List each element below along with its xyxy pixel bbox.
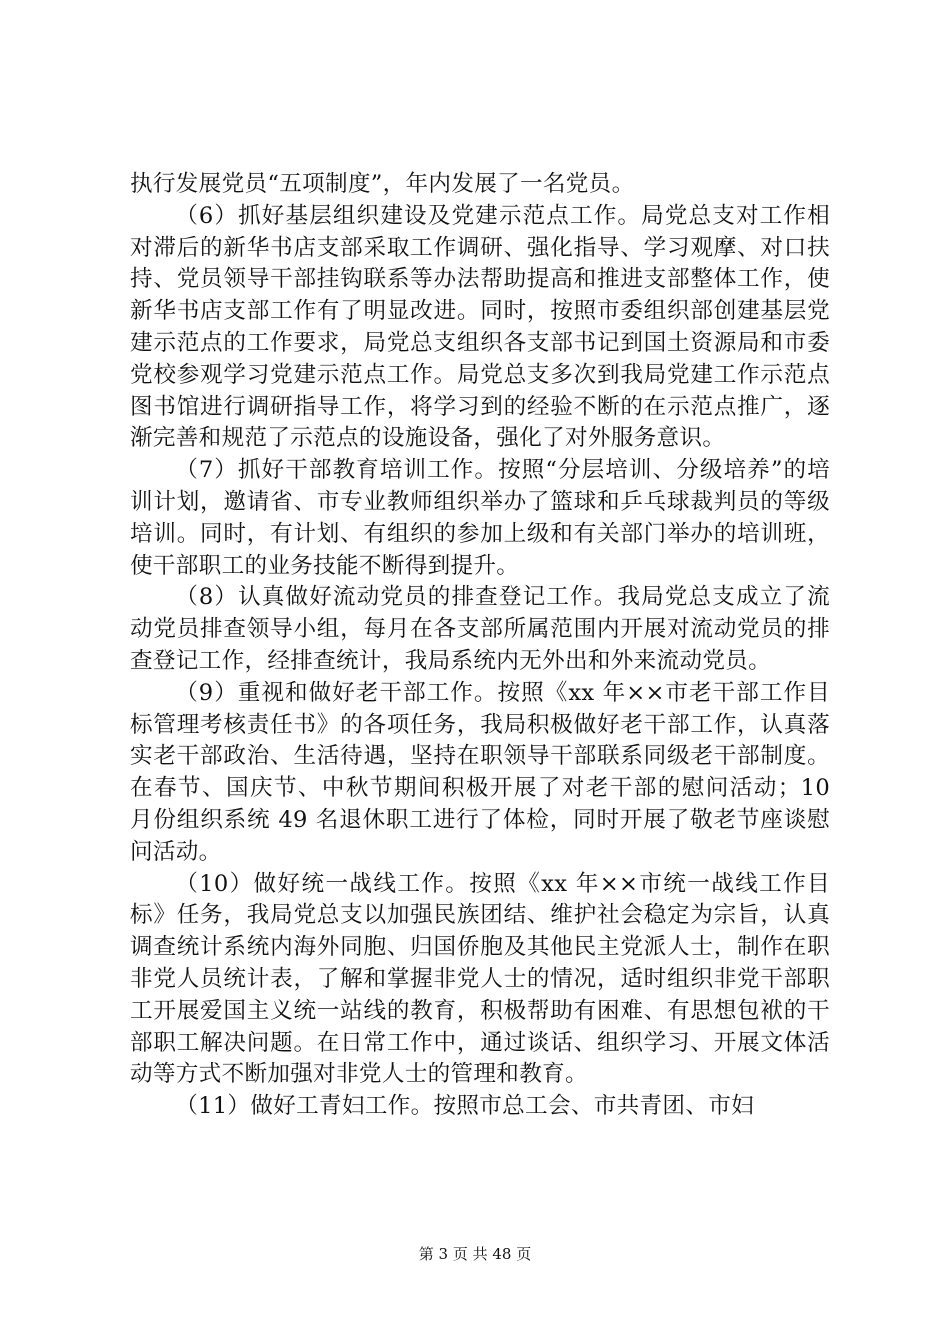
- paragraph-item-8: （8）认真做好流动党员的排查登记工作。我局党总支成立了流动党员排查领导小组，每月在各支部所属范围内开展对流动党员的排查登记工作，经排查统计，我局系统内无外出和外来流动党员。: [130, 584, 830, 674]
- paragraph-item-11: （11）做好工青妇工作。按照市总工会、市共青团、市妇: [175, 1093, 754, 1120]
- paragraph-item-7: （7）抓好干部教育培训工作。按照“分层培训、分级培养”的培训计划，邀请省、市专业教师组织举办了篮球和乒乓球裁判员的等级培训。同时，有计划、有组织的参加上级和有关部门举办的培训班，使干部职工的业务技能不断得到提升。: [130, 457, 830, 579]
- paragraph-item-10: （10）做好统一战线工作。按照《xx 年××市统一战线工作目标》任务，我局党总支以加强民族团结、维护社会稳定为宗旨，认真调查统计系统内海外同胞、归国侨胞及其他民主党派人士，制作在职非党人员统计表，了解和掌握非党人士的情况，适时组织非党干部职工开展爱国主义统一站线的教育，积极帮助有困难、有思想包袱的干部职工解决问题。在日常工作中，通过谈话、组织学习、开展文体活动等方式不断加强对非党人士的管理和教育。: [130, 870, 830, 1088]
- document-body: [130, 169, 830, 1123]
- paragraph-item-6: （6）抓好基层组织建设及党建示范点工作。局党总支对工作相对滞后的新华书店支部采取工作调研、强化指导、学习观摩、对口扶持、党员领导干部挂钩联系等办法帮助提高和推进支部整体工作，使新华书店支部工作有了明显改进。同时，按照市委组织部创建基层党建示范点的工作要求，局党总支组织各支部书记到国土资源局和市委党校参观学习党建示范点工作。局党总支多次到我局党建工作示范点图书馆进行调研指导工作，将学习到的经验不断的在示范点推广，逐渐完善和规范了示范点的设施设备，强化了对外服务意识。: [130, 202, 830, 452]
- page-number-footer: 第 3 页 共 48 页: [418, 1245, 532, 1263]
- paragraph-item-9: （9）重视和做好老干部工作。按照《xx 年××市老干部工作目标管理考核责任书》的各项任务，我局积极做好老干部工作，认真落实老干部政治、生活待遇，坚持在职领导干部联系同级老干部制度。在春节、国庆节、中秋节期间积极开展了对老干部的慰问活动；10 月份组织系统 49 名退休职工进行了体检，同时开展了敬老节座谈慰问活动。: [130, 679, 830, 865]
- paragraph-continuation: 执行发展党员“五项制度”，年内发展了一名党员。: [130, 171, 635, 197]
